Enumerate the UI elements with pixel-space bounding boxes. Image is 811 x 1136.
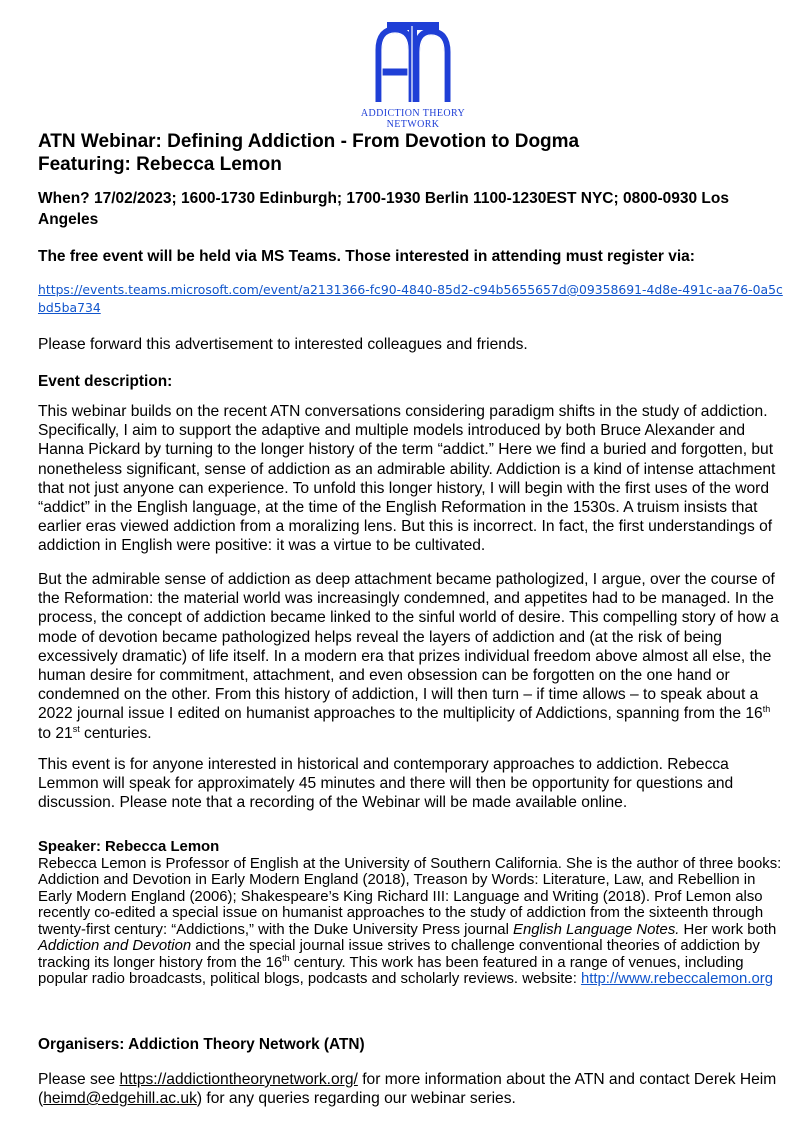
speaker-section — [38, 839, 783, 988]
event-paragraph-1: This webinar builds on the recent ATN conversations considering paradigm shifts in the study of addiction. Specifically, I aim to support the adaptive and multiple models introduced by both Bruce Alexander and Hanna Pickard by turning to the longer history of the term “addict.” Here we find a buried and forgotten, but nonetheless significant, sense of addiction as an admirable ability. Addiction is a kind of intense attachment that not just anyone can experience. To unfold this longer history, I will begin with the first uses of the word “addict” in the English language, at the time of the English Reformation in the 1530s. A truism insists that earlier eras viewed addiction from a moralizing lens. But this is incorrect. In fact, the first understandings of addiction in English were positive: it was a virtue to be cultivated. — [38, 403, 776, 555]
contact-text-c: ) for any queries regarding our webinar series. — [196, 1090, 516, 1107]
atn-logo — [338, 22, 488, 130]
p2-mid: to 21 — [38, 724, 73, 742]
p2-sup-th: th — [762, 704, 771, 715]
event-paragraph-2 — [38, 570, 783, 743]
speaker-bio-sup: th — [282, 952, 290, 963]
speaker-bio-b: Her work both — [679, 921, 777, 938]
speaker-bio-c: and the special journal issue strives to challenge conventional theories of addiction by tracking its longer history from the 16 — [38, 938, 760, 971]
contact-text-b: for more information about the ATN and contact Derek Heim ( — [38, 1071, 777, 1107]
title-line-1: ATN Webinar: Defining Addiction - From Devotion to Dogma — [38, 131, 580, 152]
p2-end: centuries. — [79, 724, 152, 742]
title-line-2: Featuring: Rebecca Lemon — [38, 154, 282, 175]
speaker-heading: Speaker: Rebecca Lemon — [38, 839, 220, 855]
p2-text: But the admirable sense of addiction as deep attachment became pathologized, I argue, over the course of the Reformation: the material world was increasingly condemned, and appetites had to be managed. In the process, the concept of addiction became linked to the sinful world of desire. This compelling story of how a mode of devotion became pathologized helps reveal the layers of addiction and (at the risk of being excessively dramatic) of life itself. In a modern era that prizes individual freedom above almost all else, the human desire for commitment, attachment, and even obsession can be forgotten on the one hand or condemned on the other. From this history of addiction, I will then turn – if time allows – to speak about a 2022 journal issue I edited on humanist approaches to the multiplicity of Addictions, spanning from the 16 — [38, 571, 779, 723]
registration-text: The free event will be held via MS Teams. Those interested in attending must register via: — [38, 248, 695, 265]
speaker-website-link[interactable]: http://www.rebeccalemon.org — [580, 971, 773, 987]
organisers-contact — [38, 1070, 798, 1108]
organisers-heading: Organisers: Addiction Theory Network (ATN) — [38, 1036, 365, 1053]
event-time: When? 17/02/2023; 1600-1730 Edinburgh; 1700-1930 Berlin 1100-1230EST NYC; 0800-0930 Los Angeles — [38, 190, 729, 228]
forward-note: Please forward this advertisement to interested colleagues and friends. — [38, 336, 528, 353]
speaker-bio-journal: English Language Notes. — [513, 921, 680, 938]
event-description-heading: Event description: — [38, 373, 173, 390]
event-paragraph-3: This event is for anyone interested in historical and contemporary approaches to addiction. Rebecca Lemmon will speak for approximately 45 minutes and there will then be opportunity for questions and discussion. Please note that a recording of the Webinar will be made available online. — [38, 756, 734, 812]
contact-email-link[interactable]: heimd@edgehill.ac.uk — [43, 1090, 197, 1107]
speaker-bio-d: century. This work has been featured in a range of venues, including popular radio broadcasts, political blogs, podcasts and scholarly reviews. website: — [38, 954, 744, 987]
speaker-bio-book: Addiction and Devotion — [38, 938, 192, 954]
logo-caption: ADDICTION THEORY NETWORK — [360, 108, 466, 130]
speaker-bio-a: Rebecca Lemon is Professor of English at the University of Southern California. She is the author of three books: Addiction and Devotion in Early Modern England (2018), Treason by Words: Literature, Law, and Rebellion in Early Modern England (2006); Shakespeare’s King Richard III: Language and Writing (2018). Prof Lemon also recently co-edited a special issue on humanist approaches to the study of addiction from the sixteenth through twenty-first century: “Addictions,” with the Duke University Press journal — [38, 855, 782, 938]
atn-website-link[interactable]: https://addictiontheorynetwork.org/ — [119, 1071, 358, 1088]
contact-text-a: Please see — [38, 1071, 120, 1088]
atn-logo-icon — [373, 22, 453, 104]
page-title — [38, 130, 579, 176]
registration-link[interactable]: https://events.teams.microsoft.com/event/a2131366-fc90-4840-85d2-c94b5655657d@09358691-4d8e-491c-aa76-0a5cbd5ba734 — [38, 282, 783, 315]
p2-sup-st: st — [72, 723, 80, 734]
